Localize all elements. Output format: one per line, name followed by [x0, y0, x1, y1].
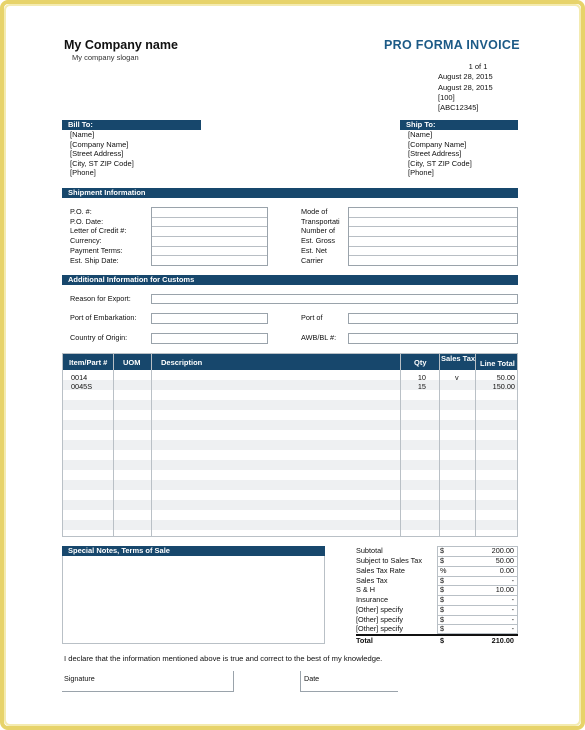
ship-to-address — [408, 130, 472, 178]
totals-value: 200.00 — [491, 546, 514, 555]
number-of-packages-field[interactable] — [349, 227, 517, 237]
totals-value[interactable]: - — [511, 605, 514, 614]
totals-currency: $ — [440, 585, 445, 594]
column-divider — [439, 354, 440, 536]
totals-label: Subtotal — [356, 546, 383, 555]
customs-heading: Additional Information for Customs — [62, 275, 518, 285]
table-row[interactable] — [63, 450, 517, 460]
bill-to-line[interactable]: [City, ST ZIP Code] — [70, 158, 134, 168]
net-weight-label: Est. Net — [301, 245, 327, 255]
currency-label: Currency: — [70, 236, 102, 246]
totals-label: Sales Tax — [356, 576, 388, 585]
signature-field[interactable] — [62, 671, 234, 692]
net-weight-field[interactable] — [349, 247, 517, 257]
totals-value[interactable]: 10.00 — [495, 585, 514, 594]
po-date-field[interactable] — [152, 218, 267, 228]
po-number-field[interactable] — [152, 208, 267, 218]
totals-label: [Other] specify — [356, 605, 404, 614]
table-row[interactable] — [63, 530, 517, 537]
country-of-origin-label: Country of Origin: — [70, 333, 128, 342]
totals-row-subtotal — [356, 546, 518, 556]
totals-currency: $ — [440, 546, 445, 555]
item-total-cell: 50.00 — [496, 373, 515, 382]
col-header-sales-tax: Sales Tax — [441, 354, 476, 363]
totals-value: - — [511, 576, 514, 585]
notes-heading: Special Notes, Terms of Sale — [62, 546, 325, 556]
shipment-left-labels — [70, 207, 126, 265]
shipment-right-labels — [301, 207, 340, 265]
reason-for-export-label: Reason for Export: — [70, 294, 131, 303]
column-divider — [151, 354, 152, 536]
carrier-field[interactable] — [349, 256, 517, 266]
notes-field[interactable] — [62, 556, 325, 644]
payment-terms-field[interactable] — [152, 247, 267, 257]
signature-label: Signature — [64, 674, 95, 683]
totals-currency: $ — [440, 636, 445, 645]
awb-bl-label: AWB/BL #: — [301, 333, 337, 342]
table-row[interactable] — [63, 460, 517, 470]
totals-value: 50.00 — [495, 556, 514, 565]
totals-row-total — [356, 634, 518, 644]
page-count: 1 of 1 — [468, 62, 488, 71]
table-row[interactable] — [63, 370, 517, 380]
port-of-embarkation-label: Port of Embarkation: — [70, 313, 137, 322]
totals-currency: % — [440, 566, 447, 575]
totals-currency: $ — [440, 556, 445, 565]
company-slogan: My company slogan — [72, 53, 139, 62]
invoice-date: August 28, 2015 — [438, 72, 493, 82]
col-header-line-total: Line Total — [480, 359, 515, 368]
document-title: PRO FORMA INVOICE — [384, 38, 520, 52]
totals-currency: $ — [440, 576, 445, 585]
date-field[interactable] — [300, 671, 398, 692]
bill-to-line[interactable]: [Phone] — [70, 168, 96, 178]
totals-label: Sales Tax Rate — [356, 566, 405, 575]
port-of-embarkation-field[interactable] — [151, 313, 268, 324]
table-row[interactable] — [63, 400, 517, 410]
declaration-text: I declare that the information mentioned above is true and correct to the best of my knowledge. — [64, 654, 383, 663]
transportation-label: Transportati — [301, 216, 340, 226]
carrier-label: Carrier — [301, 255, 324, 265]
column-divider — [400, 354, 401, 536]
col-header-uom: UOM — [123, 358, 141, 367]
table-row[interactable] — [63, 420, 517, 430]
grand-total-value: 210.00 — [491, 636, 514, 645]
currency-field[interactable] — [152, 237, 267, 247]
transport-mode-field[interactable] — [349, 208, 517, 218]
items-table — [62, 353, 518, 537]
totals-label: [Other] specify — [356, 615, 404, 624]
date-label: Date — [304, 674, 320, 683]
ship-date-label: Est. Ship Date: — [70, 255, 119, 265]
col-header-part: Item/Part # — [69, 358, 108, 367]
totals-label: Subject to Sales Tax — [356, 556, 422, 565]
ship-date-field[interactable] — [152, 256, 267, 266]
table-row[interactable] — [63, 430, 517, 440]
transportation-field[interactable] — [349, 218, 517, 228]
column-divider — [113, 354, 114, 536]
shipment-left-fields[interactable] — [151, 207, 268, 266]
bill-to-line[interactable]: [Street Address] — [70, 149, 124, 159]
country-of-origin-field[interactable] — [151, 333, 268, 344]
totals-label: Insurance — [356, 595, 389, 604]
shipment-heading: Shipment Information — [62, 188, 518, 198]
po-date-label: P.O. Date: — [70, 216, 104, 226]
totals-row-shipping[interactable] — [356, 585, 518, 595]
table-row[interactable] — [63, 500, 517, 510]
totals-currency: $ — [440, 605, 445, 614]
item-qty-cell[interactable]: 15 — [417, 382, 426, 391]
totals-currency: $ — [440, 624, 445, 633]
awb-bl-field[interactable] — [348, 333, 518, 344]
number-of-packages-label: Number of — [301, 226, 336, 236]
port-of-unloading-label: Port of — [301, 313, 323, 322]
ship-to-line[interactable]: [Street Address] — [408, 149, 462, 159]
table-row[interactable] — [63, 470, 517, 480]
table-row[interactable] — [63, 440, 517, 450]
table-row[interactable] — [63, 410, 517, 420]
totals-label: S & H — [356, 585, 376, 594]
totals-label: Total — [356, 636, 373, 645]
invoice-meta — [438, 62, 518, 113]
item-part-cell[interactable]: 0014 — [71, 373, 88, 382]
bill-to-line[interactable]: [Company Name] — [70, 139, 129, 149]
ship-to-line[interactable]: [Company Name] — [408, 139, 467, 149]
table-row[interactable] — [63, 390, 517, 400]
table-row[interactable] — [63, 510, 517, 520]
item-tax-cell[interactable]: v — [455, 373, 459, 382]
port-of-unloading-field[interactable] — [348, 313, 518, 324]
table-row[interactable] — [63, 480, 517, 490]
totals-row-other[interactable] — [356, 605, 518, 615]
transport-mode-label: Mode of — [301, 207, 328, 216]
invoice-number: [100] — [438, 92, 455, 102]
bill-to-heading: Bill To: — [62, 120, 201, 130]
bill-to-line[interactable]: [Name] — [70, 130, 95, 139]
item-part-cell[interactable]: 0045S — [71, 382, 93, 391]
payment-terms-label: Payment Terms: — [70, 245, 123, 255]
totals-row-other[interactable] — [356, 624, 518, 634]
bill-to-address — [70, 130, 134, 178]
col-header-qty: Qty — [414, 358, 427, 367]
shipment-right-fields[interactable] — [348, 207, 518, 266]
totals-value[interactable]: - — [511, 624, 514, 633]
totals-value[interactable]: - — [511, 595, 514, 604]
table-row[interactable] — [63, 490, 517, 500]
totals-currency: $ — [440, 615, 445, 624]
table-row[interactable] — [63, 380, 517, 390]
totals-value[interactable]: 0.00 — [499, 566, 514, 575]
ship-to-line[interactable]: [City, ST ZIP Code] — [408, 158, 472, 168]
totals-row-taxable — [356, 556, 518, 566]
totals-value[interactable]: - — [511, 615, 514, 624]
totals-label: [Other] specify — [356, 624, 404, 633]
company-name: My Company name — [64, 38, 178, 52]
ship-to-line[interactable]: [Name] — [408, 130, 433, 139]
totals-row-insurance[interactable] — [356, 595, 518, 605]
customer-ref: [ABC12345] — [438, 103, 479, 113]
items-table-header — [63, 354, 517, 370]
totals-row-tax-rate[interactable] — [356, 566, 518, 576]
ship-to-heading: Ship To: — [400, 120, 518, 130]
gross-weight-label: Est. Gross — [301, 236, 336, 246]
item-qty-cell[interactable]: 10 — [417, 373, 426, 382]
table-row[interactable] — [63, 520, 517, 530]
gross-weight-field[interactable] — [349, 237, 517, 247]
item-total-cell: 150.00 — [492, 382, 515, 391]
expiry-date: August 28, 2015 — [438, 82, 493, 92]
totals-currency: $ — [440, 595, 445, 604]
reason-for-export-field[interactable] — [151, 294, 518, 304]
letter-of-credit-field[interactable] — [152, 227, 267, 237]
letter-of-credit-label: Letter of Credit #: — [70, 226, 127, 236]
col-header-description: Description — [161, 358, 203, 367]
ship-to-line[interactable]: [Phone] — [408, 168, 434, 178]
po-number-label: P.O. #: — [70, 207, 92, 216]
